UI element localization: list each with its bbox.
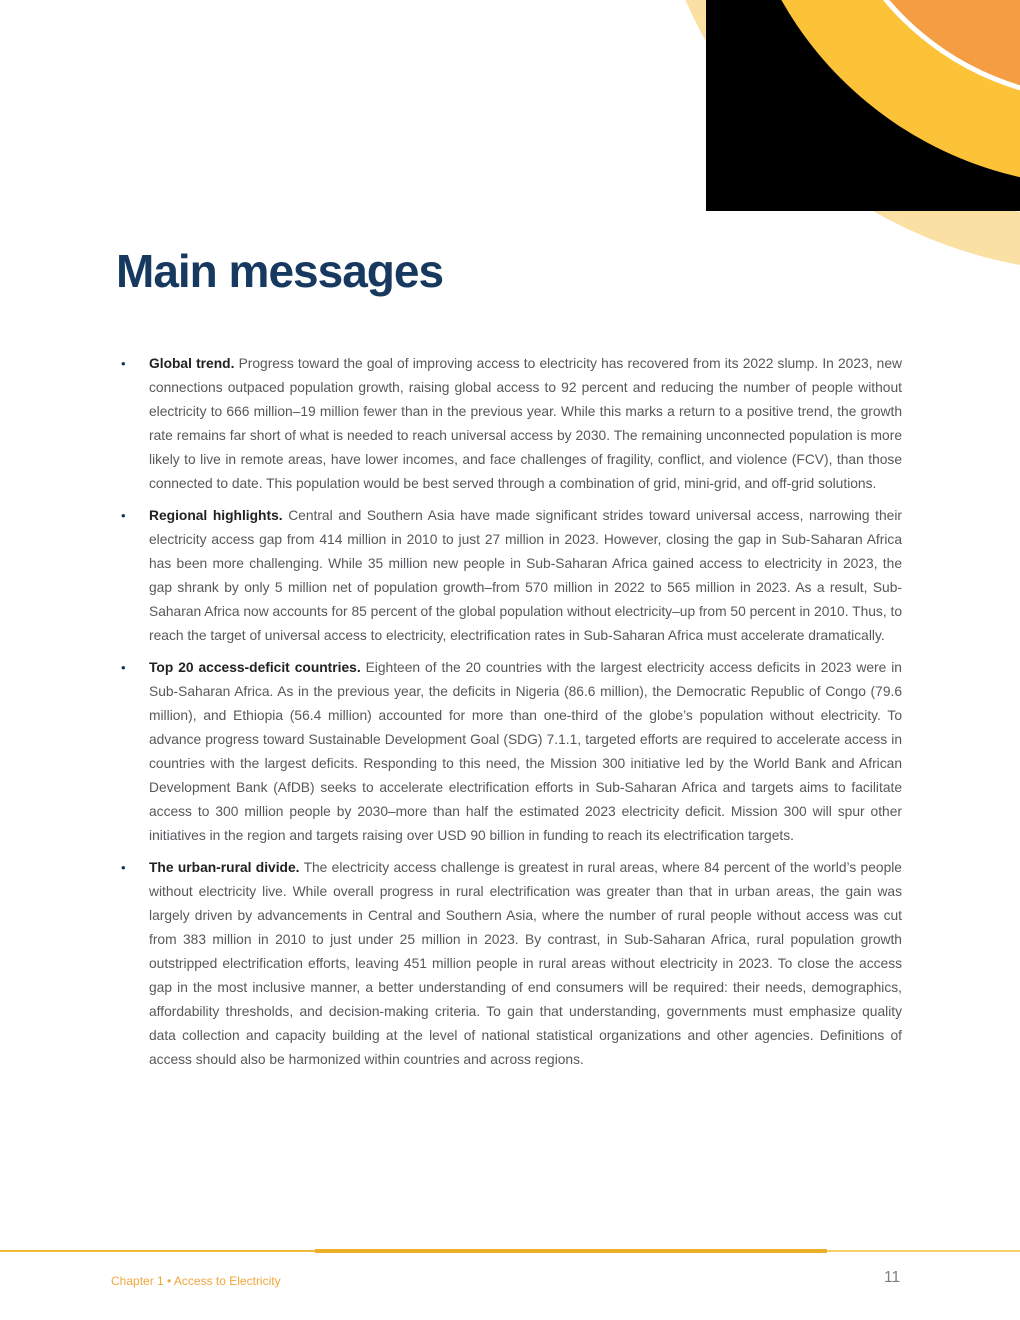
bullet-lead: Global trend. — [149, 356, 235, 371]
white-arc — [818, 0, 1020, 102]
orange-disc — [823, 0, 1020, 97]
bullet-dot-icon: • — [121, 860, 126, 875]
yellow-arc — [734, 0, 1020, 186]
bullet-dot-icon: • — [121, 508, 126, 523]
pale-arc-ring — [660, 0, 1020, 272]
bullet-urban-rural-divide — [121, 856, 902, 1072]
bullet-text: Central and Southern Asia have made significant strides toward universal access, narrowing their electricity access gap from 414 million in 2010 to just 27 million in 2023. However, closing the gap in Sub-Saharan Africa has been more challenging. While 35 million new people in Sub-Saharan Africa gained access to electricity in 2023, the gap shrank by only 5 million net of population growth–from 570 million in 2022 to 565 million in 2023. As a result, Sub-Saharan Africa now accounts for 85 percent of the global population without electricity–up from 50 percent in 2010. Thus, to reach the target of universal access to electricity, electrification rates in Sub-Saharan Africa must accelerate dramatically. — [149, 508, 902, 643]
corner-graphic — [660, 0, 1020, 300]
footer-page-number: 11 — [884, 1269, 901, 1286]
bullet-regional-highlights — [121, 504, 902, 648]
footer-rule-right — [827, 1250, 1020, 1252]
bullet-list — [121, 352, 902, 1080]
footer-rule-thick — [315, 1249, 827, 1253]
page-title: Main messages — [116, 245, 444, 297]
bullet-text: Eighteen of the 20 countries with the largest electricity access deficits in 2023 were in Sub-Saharan Africa. As in the previous year, the deficits in Nigeria (86.6 million), the Democratic Republic of Congo (79.6 million), and Ethiopia (56.4 million) accounted for more than one-third of the globe’s population without electricity. To advance progress toward Sustainable Development Goal (SDG) 7.1.1, targeted efforts are required to accelerate access in countries with the largest deficits. Responding to this need, the Mission 300 initiative led by the World Bank and African Development Bank (AfDB) seeks to accelerate electrification efforts in Sub-Saharan Africa and targets aims to facilitate access to 300 million people by 2030–more than half the estimated 2023 electricity deficit. Mission 300 will spur other initiatives in the region and targets raising over USD 90 billion in funding to reach its electrification targets. — [149, 660, 902, 843]
bullet-lead: The urban-rural divide. — [149, 860, 300, 875]
corner-black-panel — [706, 0, 1020, 211]
bullet-dot-icon: • — [121, 660, 126, 675]
bullet-top20-access-deficit — [121, 656, 902, 848]
bullet-lead: Regional highlights. — [149, 508, 283, 523]
footer-chapter-label: Chapter 1 • Access to Electricity — [111, 1274, 281, 1288]
bullet-lead: Top 20 access-deficit countries. — [149, 660, 361, 675]
bullet-text: The electricity access challenge is greatest in rural areas, where 84 percent of the world’s people without electricity live. While overall progress in rural electrification was greater than that in urban areas, the gain was largely driven by advancements in Central and Southern Asia, where the number of rural people without access was cut from 383 million in 2010 to just under 25 million in 2023. By contrast, in Sub-Saharan Africa, rural population growth outstripped electrification efforts, leaving 451 million people in rural areas without electricity in 2023. To close the access gap in the most inclusive manner, a better understanding of end consumers will be required: their needs, demographics, affordability thresholds, and decision-making criteria. To gain that understanding, governments must emphasize quality data collection and capacity building at the level of national statistical organizations and other agencies. Definitions of access should also be harmonized within countries and across regions. — [149, 860, 902, 1067]
bullet-text: Progress toward the goal of improving access to electricity has recovered from its 2022 slump. In 2023, new connections outpaced population growth, raising global access to 92 percent and reducing the number of people without electricity to 666 million–19 million fewer than in the previous year. While this marks a return to a positive trend, the growth rate remains far short of what is needed to reach universal access by 2030. The remaining unconnected population is more likely to live in remote areas, have lower incomes, and face challenges of fragility, conflict, and violence (FCV), than those connected to date. This population would be best served through a combination of grid, mini-grid, and off-grid solutions. — [149, 356, 902, 491]
bullet-dot-icon: • — [121, 356, 126, 371]
bullet-global-trend — [121, 352, 902, 496]
